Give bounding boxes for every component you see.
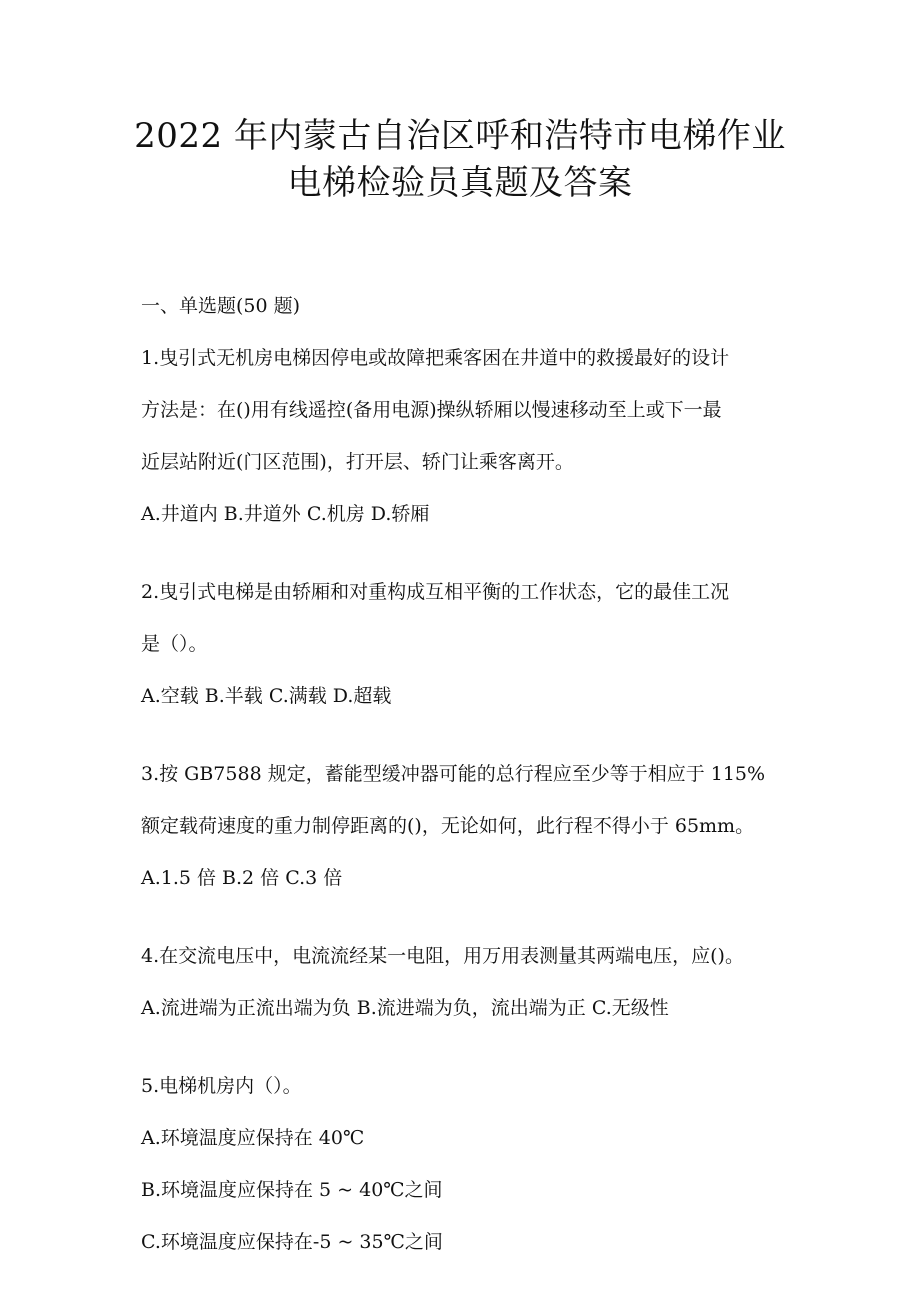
question-option-line: A.环境温度应保持在 40℃	[141, 1127, 365, 1149]
question-options: A.空载 B.半载 C.满载 D.超载	[141, 685, 392, 707]
question-stem-line: 是（）。	[141, 633, 208, 655]
question-spacer	[141, 548, 791, 574]
question-stem-line: 4.在交流电压中，电流流经某一电阻，用万用表测量其两端电压，应()。	[141, 945, 744, 967]
question-stem-line: 1.曳引式无机房电梯因停电或故障把乘客困在井道中的救援最好的设计	[141, 347, 730, 369]
question-option-line: C.环境温度应保持在-5 ~ 35℃之间	[141, 1231, 443, 1253]
question-option-line: B.环境温度应保持在 5 ~ 40℃之间	[141, 1179, 443, 1201]
document-title-line-2: 电梯检验员真题及答案	[287, 163, 633, 203]
question-stem-line: 方法是：在()用有线遥控(备用电源)操纵轿厢以慢速移动至上或下一最	[141, 399, 722, 421]
question-stem-line: 近层站附近(门区范围)，打开层、轿门让乘客离开。	[141, 451, 574, 473]
question-stem-line: 额定载荷速度的重力制停距离的()，无论如何，此行程不得小于 65mm。	[141, 815, 755, 837]
question-stem-line: 5.电梯机房内（）。	[141, 1075, 302, 1097]
question-2	[141, 574, 791, 730]
question-1	[141, 340, 791, 548]
question-spacer	[141, 1042, 791, 1068]
question-options: A.流进端为正流出端为负 B.流进端为负，流出端为正 C.无级性	[141, 997, 669, 1019]
question-4	[141, 938, 791, 1042]
question-options: A.1.5 倍 B.2 倍 C.3 倍	[141, 867, 343, 889]
question-options: A.井道内 B.井道外 C.机房 D.轿厢	[141, 503, 430, 525]
question-stem-line: 3.按 GB7588 规定，蓄能型缓冲器可能的总行程应至少等于相应于 115%	[141, 763, 766, 785]
document-body	[141, 288, 791, 1276]
section-heading: 一、单选题(50 题)	[141, 295, 301, 317]
question-stem-line: 2.曳引式电梯是由轿厢和对重构成互相平衡的工作状态，它的最佳工况	[141, 581, 730, 603]
question-3	[141, 756, 791, 912]
question-spacer	[141, 730, 791, 756]
document-title-line-1: 2022 年内蒙古自治区呼和浩特市电梯作业	[134, 116, 786, 156]
question-spacer	[141, 912, 791, 938]
question-5	[141, 1068, 791, 1276]
